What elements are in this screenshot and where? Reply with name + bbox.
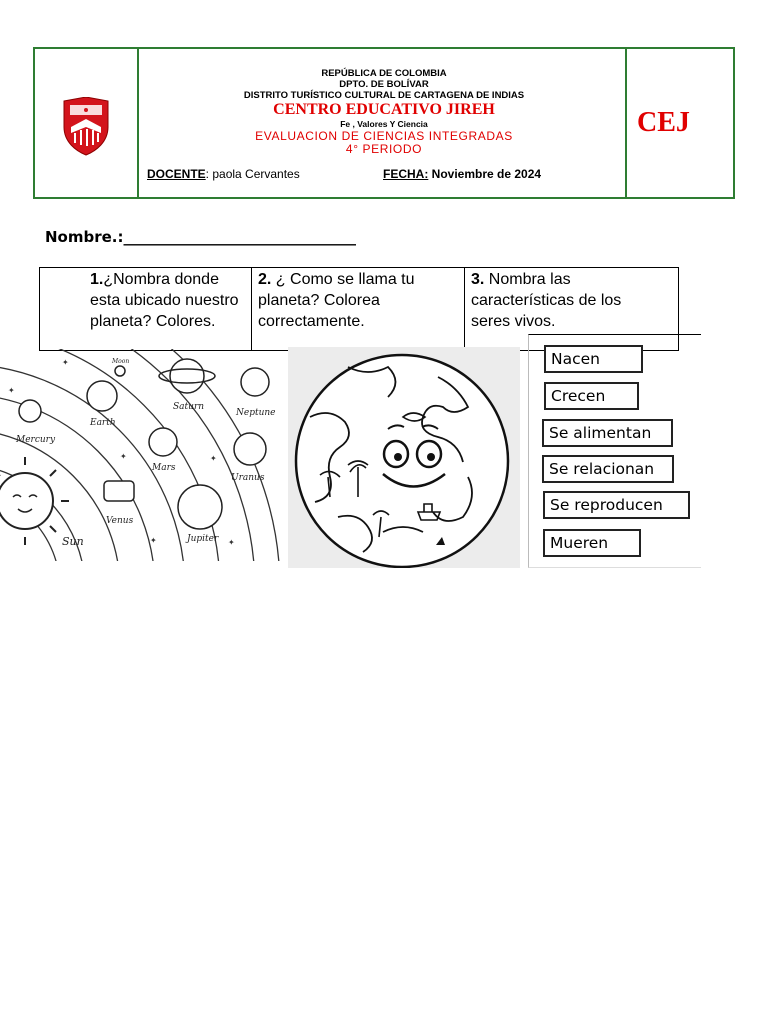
acronym-cell xyxy=(629,49,733,197)
question-text: ¿Nombra donde esta ubicado nuestro planeta? Colores. xyxy=(90,271,239,330)
header-line-department: DPTO. DE BOLÍVAR xyxy=(339,79,429,90)
question-cell-1 xyxy=(40,268,252,350)
fecha-value: Noviembre de 2024 xyxy=(428,167,542,181)
school-acronym: CEJ xyxy=(637,107,690,138)
svg-text:✦: ✦ xyxy=(62,358,69,367)
evaluation-title: EVALUACION DE CIENCIAS INTEGRADAS xyxy=(255,129,513,143)
question-number: 3. xyxy=(471,271,485,288)
label-sun: Sun xyxy=(62,535,84,548)
evaluation-period: 4° PERIODO xyxy=(345,142,423,156)
jupiter-icon xyxy=(178,485,222,529)
word-box-se-relacionan: Se relacionan xyxy=(542,455,674,483)
nombre-blank-line[interactable]: _______________________________ xyxy=(123,228,356,246)
docente-field xyxy=(147,167,300,181)
mercury-icon xyxy=(19,400,41,422)
logo-cell xyxy=(35,49,139,197)
nombre-label: Nombre.: xyxy=(45,228,124,246)
question-number: 1. xyxy=(90,271,104,288)
word-box-crecen: Crecen xyxy=(544,382,639,410)
fecha-field xyxy=(383,167,541,181)
school-motto: Fe , Valores Y Ciencia xyxy=(340,119,428,129)
school-name: CENTRO EDUCATIVO JIREH xyxy=(273,101,495,118)
svg-text:✦: ✦ xyxy=(8,386,15,395)
question-text: Nombra las características de los seres vivos. xyxy=(471,271,622,330)
earth-icon xyxy=(87,381,117,411)
question-text: ¿ Como se llama tu planeta? Colorea correctamente. xyxy=(258,271,415,330)
solar-system-image xyxy=(0,349,282,561)
venus-icon xyxy=(104,481,134,501)
label-saturn: Saturn xyxy=(173,402,205,412)
sun-icon xyxy=(0,457,69,545)
question-number: 2. xyxy=(258,271,272,288)
label-mars: Mars xyxy=(152,463,176,473)
svg-text:✦: ✦ xyxy=(210,454,217,463)
label-jupiter: Jupiter xyxy=(187,534,219,544)
student-name-field[interactable] xyxy=(45,228,356,246)
word-box-se-alimentan: Se alimentan xyxy=(542,419,673,447)
docente-value: : paola Cervantes xyxy=(205,167,300,181)
word-box-se-reproducen: Se reproducen xyxy=(543,491,690,519)
label-uranus: Uranus xyxy=(231,473,265,483)
word-box-nacen: Nacen xyxy=(544,345,643,373)
docente-label: DOCENTE xyxy=(147,167,206,181)
question-cell-2 xyxy=(252,268,465,350)
moon-icon xyxy=(115,366,125,376)
neptune-icon xyxy=(241,368,269,396)
uranus-icon xyxy=(234,433,266,465)
header-box xyxy=(33,47,735,199)
label-mercury: Mercury xyxy=(16,435,56,445)
header-line-district: DISTRITO TURÍSTICO CULTURAL DE CARTAGENA DE INDIAS xyxy=(243,90,525,101)
fecha-label: FECHA: xyxy=(383,167,429,181)
header-line-country: REPÚBLICA DE COLOMBIA xyxy=(321,68,447,79)
label-earth: Earth xyxy=(90,418,116,428)
mars-icon xyxy=(149,428,177,456)
word-box-mueren: Mueren xyxy=(543,529,641,557)
school-shield-icon xyxy=(61,97,111,157)
label-neptune: Neptune xyxy=(236,408,276,418)
svg-text:✦: ✦ xyxy=(120,452,127,461)
saturn-icon xyxy=(170,359,204,393)
svg-text:✦: ✦ xyxy=(150,536,157,545)
earth-coloring-image xyxy=(288,347,520,568)
label-moon: Moon xyxy=(112,358,130,365)
label-venus: Venus xyxy=(106,516,134,526)
header-center-cell xyxy=(141,49,627,197)
svg-text:✦: ✦ xyxy=(228,538,235,547)
